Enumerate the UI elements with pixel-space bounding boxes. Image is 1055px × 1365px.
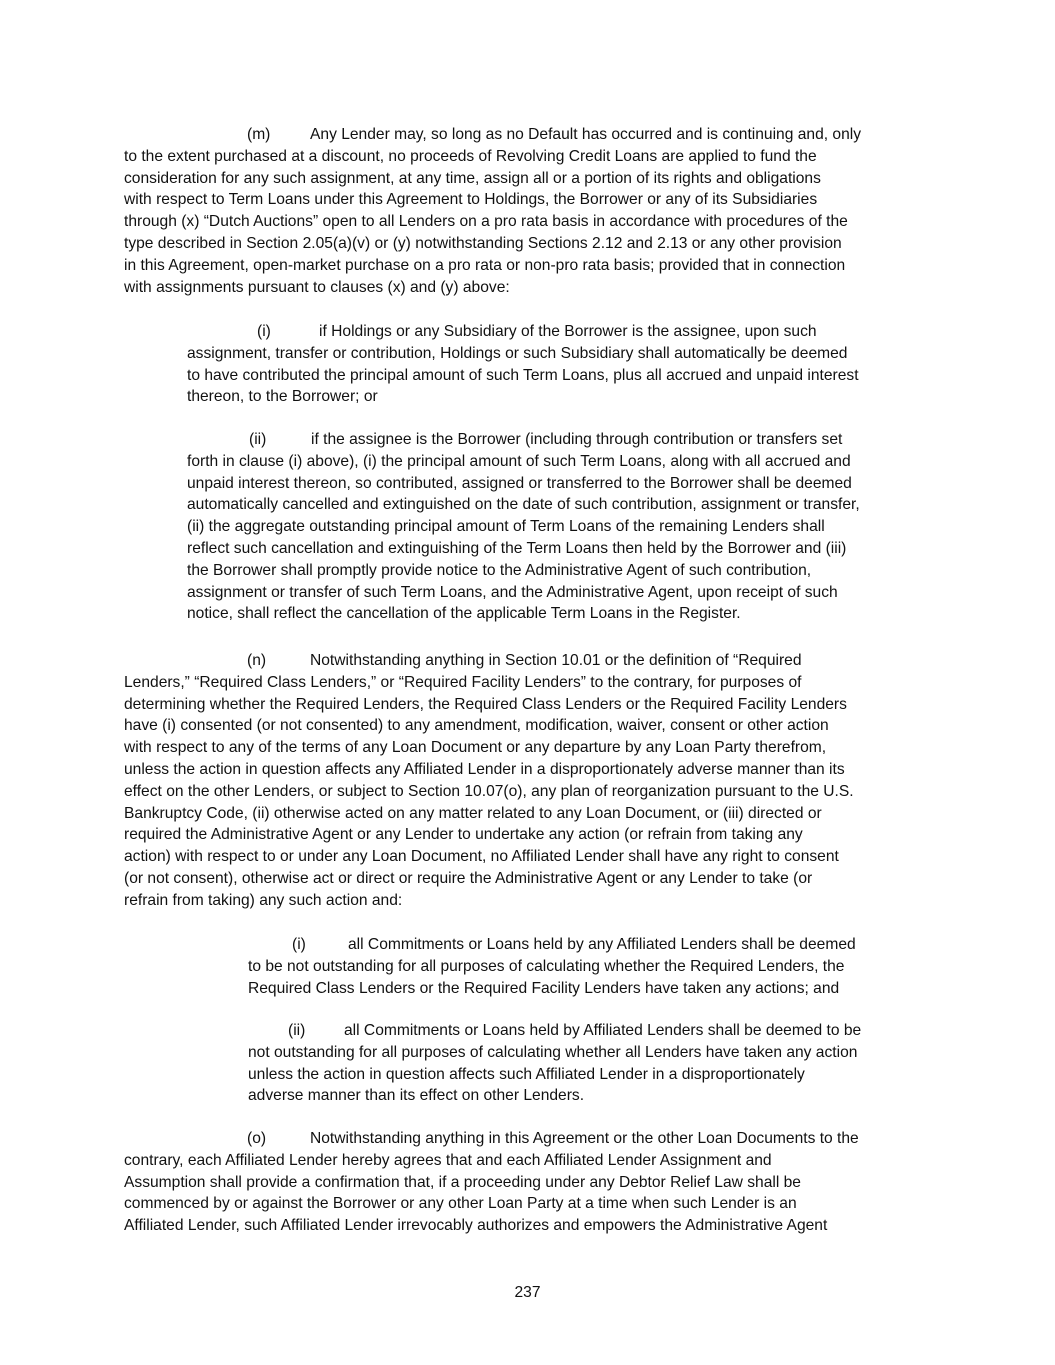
paragraph-label: (ii) bbox=[288, 1022, 306, 1039]
paragraph-line-text: if Holdings or any Subsidiary of the Borrower is the assignee, upon such bbox=[319, 323, 817, 340]
paragraph-o bbox=[124, 1128, 859, 1237]
paragraph-line: forth in clause (i) above), (i) the principal amount of such Term Loans, along with all accrued and bbox=[187, 452, 851, 470]
paragraph-line: Assumption shall provide a confirmation that, if a proceeding under any Debtor Relief Law shall be bbox=[124, 1173, 801, 1191]
paragraph-n-ii bbox=[248, 1020, 861, 1107]
paragraph-line: contrary, each Affiliated Lender hereby agrees that and each Affiliated Lender Assignment and bbox=[124, 1151, 772, 1169]
paragraph-line: to be not outstanding for all purposes of calculating whether the Required Lenders, the bbox=[248, 957, 845, 975]
paragraph-line bbox=[248, 934, 856, 956]
paragraph-line bbox=[248, 1020, 861, 1042]
paragraph-line: to have contributed the principal amount of such Term Loans, plus all accrued and unpaid interest bbox=[187, 366, 859, 384]
paragraph-line: (or not consent), otherwise act or direct or require the Administrative Agent or any Lender to take (or bbox=[124, 869, 813, 887]
paragraph-line: through (x) “Dutch Auctions” open to all Lenders on a pro rata basis in accordance with procedures of the bbox=[124, 213, 848, 231]
paragraph-line: the Borrower shall promptly provide notice to the Administrative Agent of such contribution, bbox=[187, 561, 812, 579]
paragraph-line: unless the action in question affects any Affiliated Lender in a disproportionately adverse manner than its bbox=[124, 760, 845, 778]
paragraph-line: thereon, to the Borrower; or bbox=[187, 388, 378, 406]
paragraph-line: with respect to any of the terms of any Loan Document or any departure by any Loan Party therefrom, bbox=[124, 739, 827, 757]
paragraph-line-text: Notwithstanding anything in Section 10.01 or the definition of “Required bbox=[310, 652, 802, 669]
paragraph-label: (m) bbox=[247, 126, 271, 143]
paragraph-line-text: Notwithstanding anything in this Agreement or the other Loan Documents to the bbox=[310, 1130, 859, 1147]
paragraph-line: action) with respect to or under any Loan Document, no Affiliated Lender shall have any right to consent bbox=[124, 848, 839, 866]
paragraph-m-i bbox=[187, 321, 859, 408]
paragraph-line bbox=[187, 321, 859, 343]
paragraph-line: required the Administrative Agent or any Lender to undertake any action (or refrain from taking any bbox=[124, 826, 803, 844]
paragraph-line-text: all Commitments or Loans held by any Affiliated Lenders shall be deemed bbox=[348, 936, 856, 953]
page-number: 237 bbox=[514, 1284, 541, 1301]
paragraph-line-text: all Commitments or Loans held by Affiliated Lenders shall be deemed to be bbox=[344, 1022, 862, 1039]
paragraph-line: with assignments pursuant to clauses (x) and (y) above: bbox=[124, 278, 510, 296]
paragraph-line: type described in Section 2.05(a)(v) or (y) notwithstanding Sections 2.12 and 2.13 or any other provision bbox=[124, 234, 842, 252]
paragraph-line: Affiliated Lender, such Affiliated Lender irrevocably authorizes and empowers the Administrative Agent bbox=[124, 1217, 828, 1235]
paragraph-line: unless the action in question affects such Affiliated Lender in a disproportionately bbox=[248, 1065, 805, 1083]
paragraph-label: (i) bbox=[257, 323, 271, 340]
paragraph-line: commenced by or against the Borrower or any other Loan Party at a time when such Lender is an bbox=[124, 1195, 797, 1213]
paragraph-line: determining whether the Required Lenders, the Required Class Lenders or the Required Facility Lenders bbox=[124, 695, 847, 713]
paragraph-line: effect on the other Lenders, or subject to Section 10.07(o), any plan of reorganization pursuant to the U.S. bbox=[124, 782, 854, 800]
paragraph-m-ii bbox=[187, 429, 860, 625]
paragraph-line: to the extent purchased at a discount, no proceeds of Revolving Credit Loans are applied to fund the bbox=[124, 147, 817, 165]
paragraph-line: assignment, transfer or contribution, Holdings or such Subsidiary shall automatically be deemed bbox=[187, 344, 848, 362]
paragraph-line: Bankruptcy Code, (ii) otherwise acted on any matter related to any Loan Document, or (iii) directed or bbox=[124, 804, 822, 822]
paragraph-n bbox=[124, 650, 854, 912]
paragraph-m bbox=[124, 124, 861, 298]
paragraph-line: adverse manner than its effect on other Lenders. bbox=[248, 1087, 585, 1105]
paragraph-line bbox=[187, 429, 860, 451]
paragraph-line: (ii) the aggregate outstanding principal amount of Term Loans of the remaining Lenders shall bbox=[187, 518, 825, 536]
paragraph-line bbox=[124, 650, 854, 672]
paragraph-n-i bbox=[248, 934, 856, 999]
paragraph-line: Required Class Lenders or the Required Facility Lenders have taken any actions; and bbox=[248, 979, 840, 997]
paragraph-line-text: Any Lender may, so long as no Default has occurred and is continuing and, only bbox=[310, 126, 862, 143]
paragraph-line: notice, shall reflect the cancellation of the applicable Term Loans in the Register. bbox=[187, 605, 741, 623]
paragraph-line: with respect to Term Loans under this Agreement to Holdings, the Borrower or any of its Subsidiaries bbox=[124, 191, 818, 209]
paragraph-line: have (i) consented (or not consented) to any amendment, modification, waiver, consent or other action bbox=[124, 717, 829, 735]
paragraph-line: Lenders,” “Required Class Lenders,” or “Required Facility Lenders” to the contrary, for purposes of bbox=[124, 673, 802, 691]
paragraph-line: assignment or transfer of such Term Loans, and the Administrative Agent, upon receipt of such bbox=[187, 583, 838, 601]
paragraph-label: (o) bbox=[247, 1130, 267, 1147]
paragraph-label: (n) bbox=[247, 652, 267, 669]
paragraph-line: in this Agreement, open-market purchase on a pro rata or non-pro rata basis; provided that in connection bbox=[124, 256, 846, 274]
paragraph-line: automatically cancelled and extinguished on the date of such contribution, assignment or transfer, bbox=[187, 496, 860, 514]
paragraph-label: (ii) bbox=[249, 431, 267, 448]
paragraph-line: unpaid interest thereon, so contributed, assigned or transferred to the Borrower shall be deemed bbox=[187, 474, 852, 492]
paragraph-line bbox=[124, 124, 861, 146]
paragraph-line bbox=[124, 1128, 859, 1150]
paragraph-label: (i) bbox=[292, 936, 306, 953]
paragraph-line-text: if the assignee is the Borrower (including through contribution or transfers set bbox=[311, 431, 843, 448]
paragraph-line: reflect such cancellation and extinguishing of the Term Loans then held by the Borrower and (iii) bbox=[187, 539, 847, 557]
paragraph-line: consideration for any such assignment, at any time, assign all or a portion of its rights and obligations bbox=[124, 169, 821, 187]
paragraph-line: refrain from taking) any such action and: bbox=[124, 891, 403, 909]
paragraph-line: not outstanding for all purposes of calculating whether all Lenders have taken any action bbox=[248, 1043, 858, 1061]
